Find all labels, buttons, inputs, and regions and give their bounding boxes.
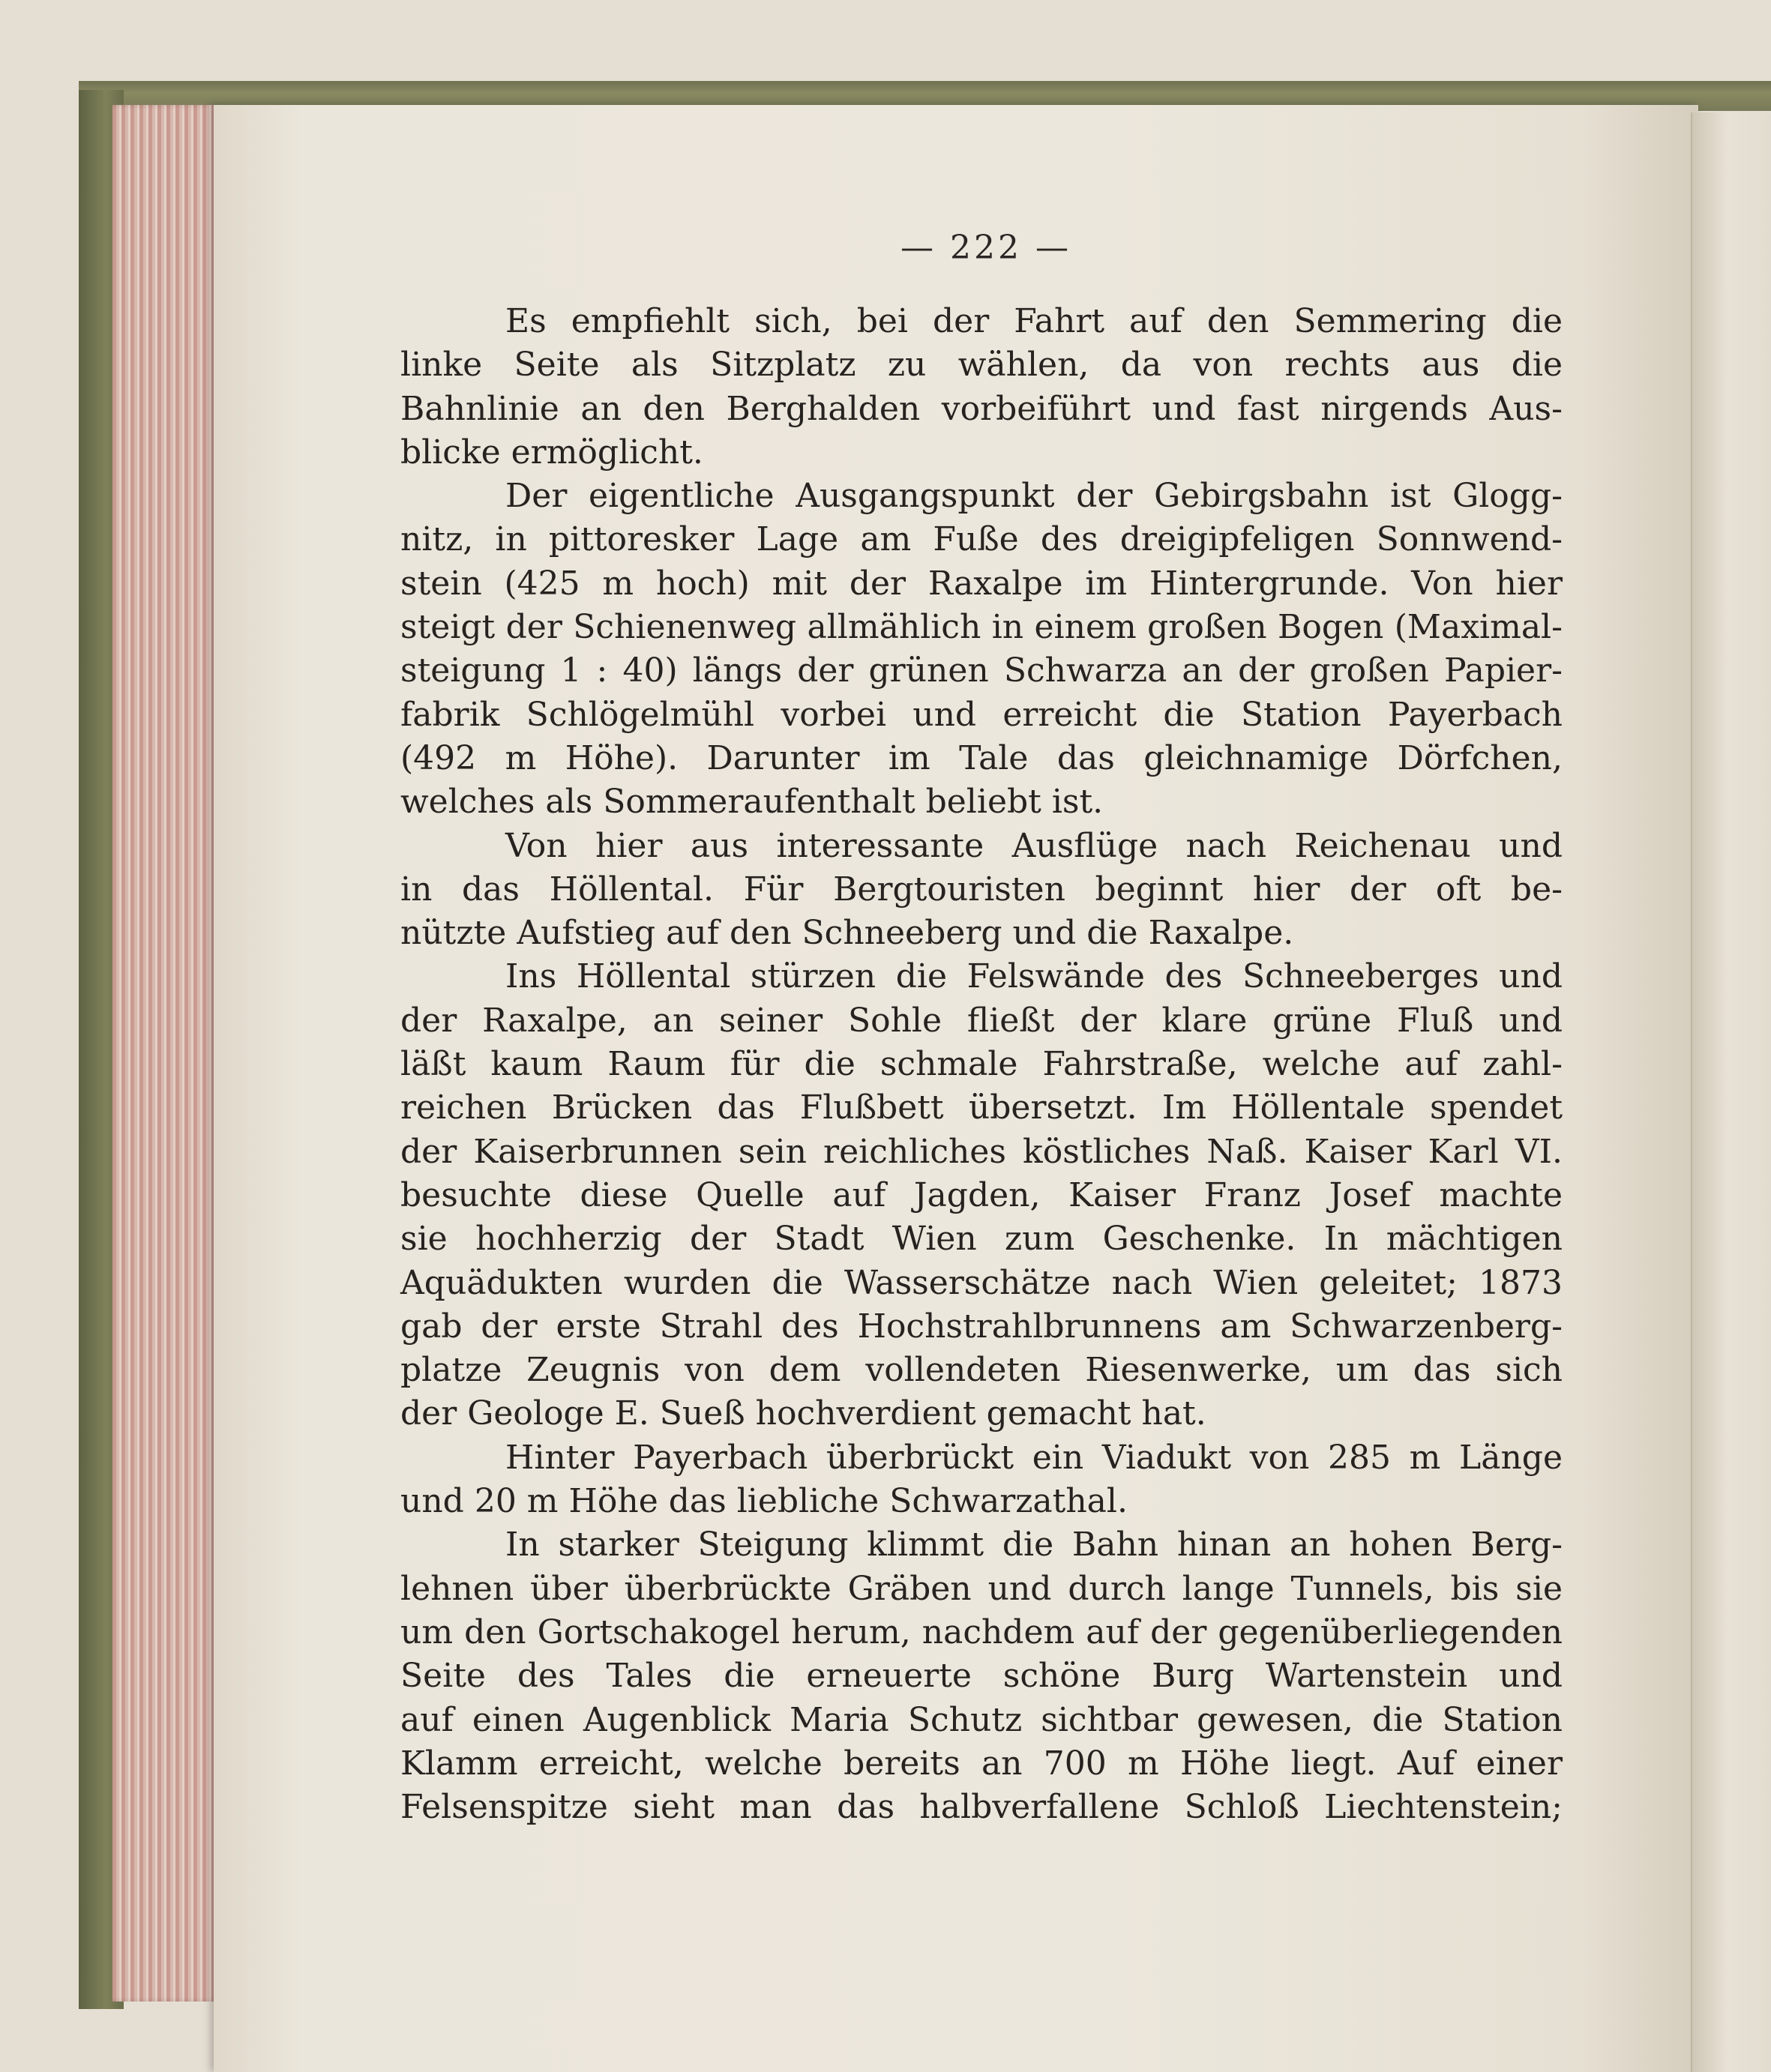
- text-line: Aquädukten wurden die Wasserschätze nach Wien geleitet; 1873: [400, 1263, 1563, 1302]
- text-line: der Kaiserbrunnen sein reichliches köstliches Naß. Kaiser Karl VI.: [400, 1132, 1563, 1171]
- text-line: sie hochherzig der Stadt Wien zum Geschenke. In mächtigen: [400, 1220, 1563, 1259]
- text-line: linke Seite als Sitzplatz zu wählen, da von rechts aus die: [400, 346, 1563, 385]
- page-number: — 222 —: [900, 229, 1071, 267]
- text-line: fabrik Schlögelmühl vorbei und erreicht die Station Payerbach: [400, 695, 1563, 734]
- page-body-text: [400, 300, 1563, 1829]
- facing-page-edge: [1691, 112, 1771, 2072]
- page-edges: [112, 105, 229, 2002]
- text-line: der Raxalpe, an seiner Sohle fließt der klare grüne Fluß und: [400, 1001, 1563, 1040]
- text-line: steigung 1 : 40) längs der grünen Schwarza an der großen Papier-: [400, 651, 1563, 690]
- text-line: platze Zeugnis von dem vollendeten Riesenwerke, um das sich: [400, 1351, 1563, 1390]
- text-line: um den Gortschakogel herum, nachdem auf der gegenüberliegenden: [400, 1612, 1563, 1651]
- text-line: gab der erste Strahl des Hochstrahlbrunnens am Schwarzenberg-: [400, 1307, 1563, 1346]
- text-line: In starker Steigung klimmt die Bahn hinan an hohen Berg-: [505, 1526, 1563, 1564]
- text-line: stein (425 m hoch) mit der Raxalpe im Hintergrunde. Von hier: [400, 564, 1563, 603]
- text-line: reichen Brücken das Flußbett übersetzt. Im Höllentale spendet: [400, 1088, 1563, 1127]
- text-line: Felsenspitze sieht man das halbverfallene Schloß Liechtenstein;: [400, 1788, 1563, 1827]
- text-line: und 20 m Höhe das liebliche Schwarzathal.: [400, 1482, 1128, 1521]
- text-line: steigt der Schienenweg allmählich in einem großen Bogen (Maximal-: [400, 608, 1563, 647]
- text-line: Klamm erreicht, welche bereits an 700 m Höhe liegt. Auf einer: [400, 1744, 1563, 1783]
- text-line: lehnen über überbrückte Gräben und durch lange Tunnels, bis sie: [400, 1569, 1563, 1608]
- text-line: nitz, in pittoresker Lage am Fuße des dreigipfeligen Sonnwend-: [400, 520, 1563, 559]
- text-line: (492 m Höhe). Darunter im Tale das gleichnamige Dörfchen,: [400, 738, 1563, 777]
- text-line: nützte Aufstieg auf den Schneeberg und die Raxalpe.: [400, 914, 1294, 953]
- text-line: läßt kaum Raum für die schmale Fahrstraße, welche auf zahl-: [400, 1045, 1563, 1084]
- text-line: Es empfiehlt sich, bei der Fahrt auf den Semmering die: [505, 302, 1563, 340]
- text-line: Der eigentliche Ausgangspunkt der Gebirgsbahn ist Glogg-: [505, 477, 1563, 516]
- text-line: Hinter Payerbach überbrückt ein Viadukt von 285 m Länge: [505, 1438, 1563, 1477]
- text-line: in das Höllental. Für Bergtouristen beginnt hier der oft be-: [400, 870, 1563, 909]
- text-line: besuchte diese Quelle auf Jagden, Kaiser Franz Josef machte: [400, 1175, 1563, 1214]
- text-line: welches als Sommeraufenthalt beliebt ist.: [400, 783, 1104, 822]
- text-line: auf einen Augenblick Maria Schutz sichtbar gewesen, die Station: [400, 1700, 1563, 1739]
- text-line: Bahnlinie an den Berghalden vorbeiführt und fast nirgends Aus-: [400, 389, 1563, 428]
- text-line: der Geologe E. Sueß hochverdient gemacht hat.: [400, 1394, 1206, 1433]
- text-line: Von hier aus interessante Ausflüge nach Reichenau und: [505, 826, 1563, 865]
- text-line: Ins Höllental stürzen die Felswände des Schneeberges und: [505, 957, 1563, 996]
- text-line: blicke ermöglicht.: [400, 433, 703, 472]
- text-line: Seite des Tales die erneuerte schöne Burg Wartenstein und: [400, 1657, 1563, 1696]
